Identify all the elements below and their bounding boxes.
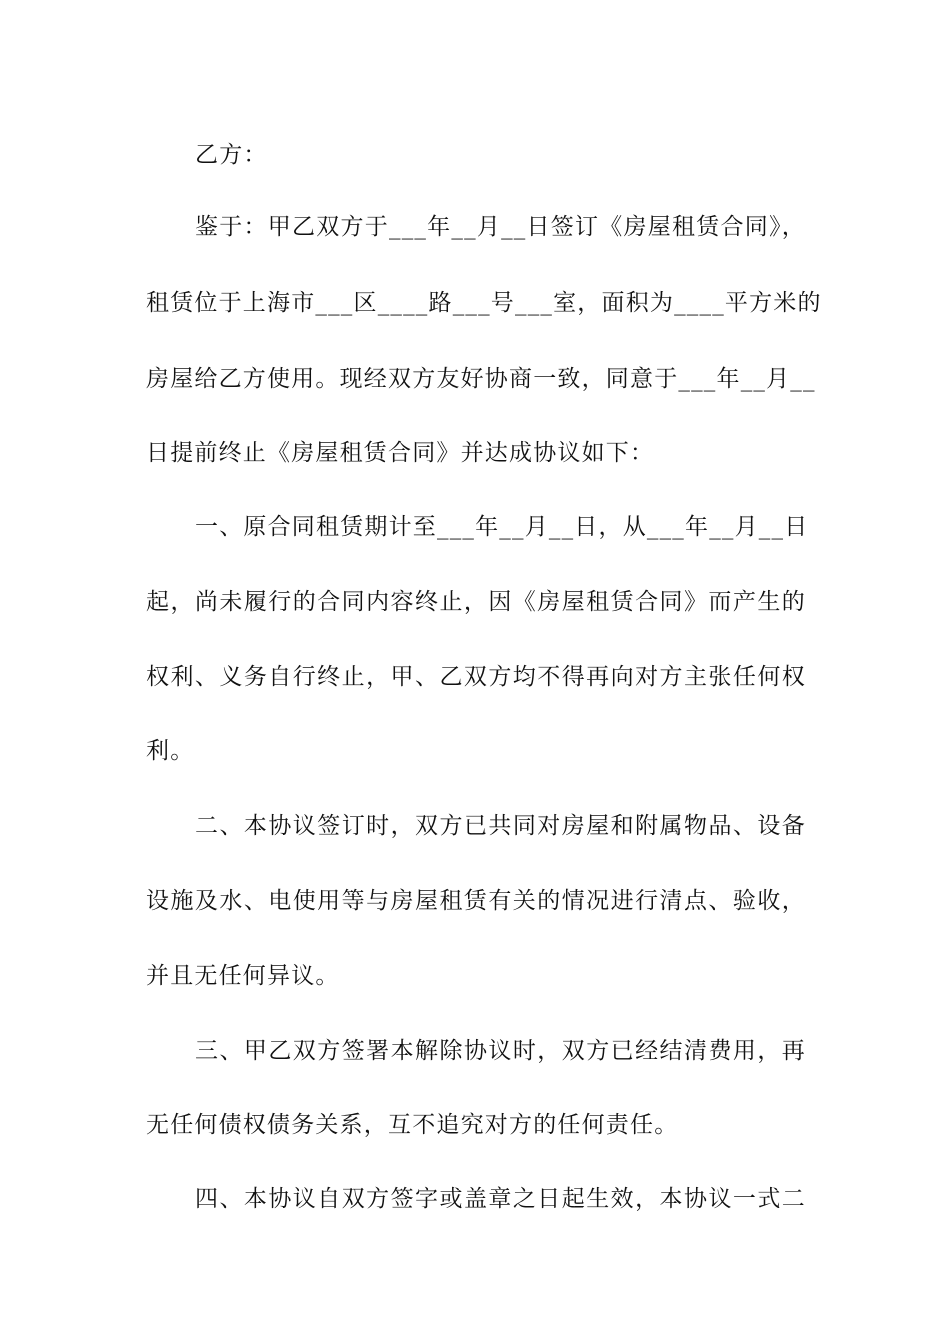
clause-1-line-1: 一、原合同租赁期计至___年__月__日，从___年__月__日 (195, 514, 809, 540)
clause-2-line-3: 并且无任何异议。 (146, 963, 340, 989)
clause-3-line-1: 三、甲乙双方签署本解除协议时，双方已经结清费用，再 (195, 1038, 806, 1064)
clause-2-line-2: 设施及水、电使用等与房屋租赁有关的情况进行清点、验收， (146, 888, 806, 914)
clause-4-line-1: 四、本协议自双方签字或盖章之日起生效，本协议一式二 (195, 1186, 806, 1212)
paragraph-recital-line-4: 日提前终止《房屋租赁合同》并达成协议如下： (146, 440, 655, 466)
clause-3-line-2: 无任何债权债务关系，互不追究对方的任何责任。 (146, 1112, 679, 1138)
party-b-label: 乙方： (195, 142, 268, 168)
clause-1-line-3: 权利、义务自行终止，甲、乙双方均不得再向对方主张任何权 (146, 664, 806, 690)
paragraph-recital-line-2: 租赁位于上海市___区____路___号___室，面积为____平方米的 (146, 290, 822, 316)
clause-1-line-4: 利。 (146, 738, 195, 764)
paragraph-recital-line-1: 鉴于：甲乙双方于___年__月__日签订《房屋租赁合同》， (195, 214, 806, 240)
clause-2-line-1: 二、本协议签订时，双方已共同对房屋和附属物品、设备 (195, 813, 806, 839)
paragraph-recital-line-3: 房屋给乙方使用。现经双方友好协商一致，同意于___年__月__ (146, 366, 816, 392)
clause-1-line-2: 起，尚未履行的合同内容终止，因《房屋租赁合同》而产生的 (146, 589, 806, 615)
